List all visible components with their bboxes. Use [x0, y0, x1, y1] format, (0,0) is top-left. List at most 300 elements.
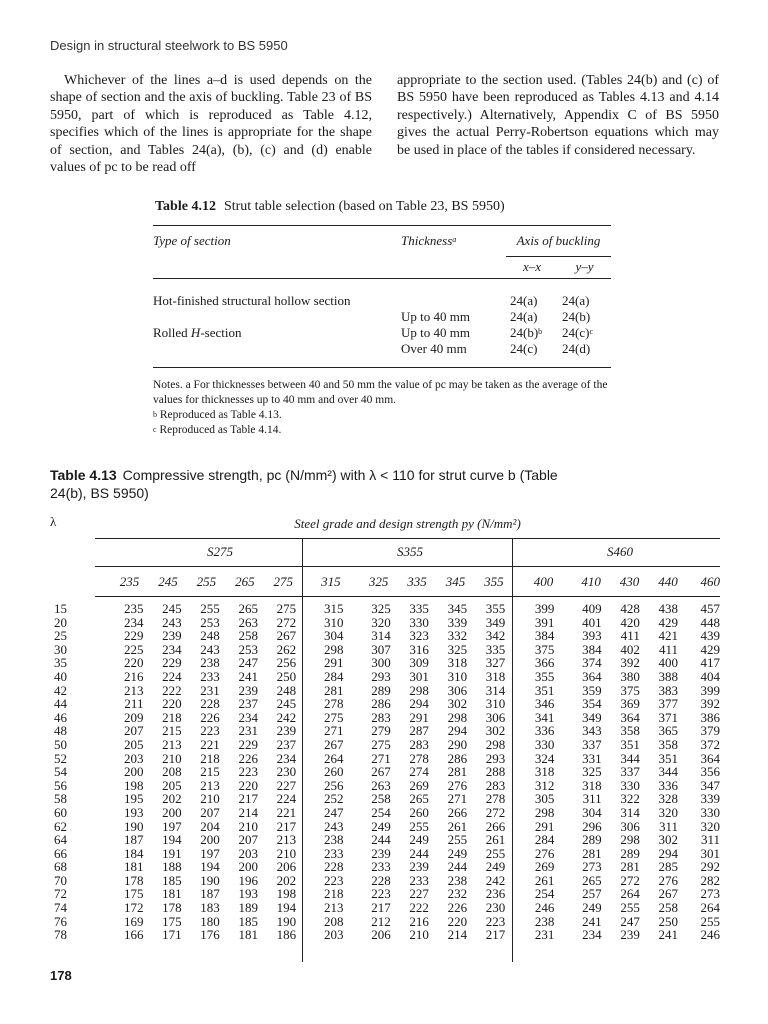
strength-cell: 457 [700, 601, 720, 616]
strength-cell: 264 [323, 750, 344, 766]
strength-cell: 276 [447, 777, 468, 793]
strength-cell: 365 [658, 723, 678, 739]
strength-cell: 359 [582, 682, 602, 698]
strength-cell: 258 [658, 900, 678, 916]
table-4-13-row [50, 656, 720, 670]
strength-cell: 256 [323, 777, 344, 793]
section-type-cell [153, 309, 401, 325]
strength-cell: 355 [485, 601, 506, 616]
strength-cell: 261 [485, 832, 506, 848]
strength-cell: 384 [582, 641, 602, 657]
design-strength-header: 275 [273, 574, 293, 590]
strength-cell: 178 [123, 872, 144, 888]
section-type-cell [153, 341, 401, 357]
table-4-13-grid [50, 602, 720, 942]
strength-cell: 351 [658, 750, 678, 766]
strength-cell: 278 [409, 750, 429, 766]
strength-cell: 239 [371, 845, 391, 861]
strength-cell: 176 [200, 927, 220, 943]
strength-cell: 292 [700, 859, 720, 875]
strength-cell: 336 [658, 777, 678, 793]
strength-cell: 250 [276, 668, 297, 684]
strength-cell: 234 [582, 927, 602, 943]
strength-cell: 239 [276, 723, 297, 739]
strength-cell: 294 [447, 723, 468, 739]
lambda-cell: 78 [54, 927, 67, 943]
running-head: Design in structural steelwork to BS 5950 [50, 38, 288, 53]
strength-cell: 233 [371, 859, 391, 875]
strength-cell: 324 [534, 750, 555, 766]
table-4-13-row [50, 792, 720, 806]
strength-cell: 318 [534, 764, 555, 780]
strength-cell: 288 [485, 764, 506, 780]
strength-cell: 243 [323, 818, 344, 834]
strength-cell: 238 [200, 655, 220, 671]
design-strength-header: 460 [700, 574, 720, 590]
table-4-12-row [153, 341, 611, 357]
strength-cell: 290 [447, 736, 468, 752]
strength-cell: 428 [620, 601, 640, 616]
strength-cell: 260 [323, 764, 344, 780]
strength-cell: 207 [123, 723, 144, 739]
strength-cell: 253 [200, 614, 220, 630]
strength-cell: 283 [485, 777, 506, 793]
table-4-13-title: Compressive strength, pc (N/mm²) with λ < 110 for strut curve b (Table 24(b), BS 5950) [50, 467, 558, 501]
strength-cell: 258 [371, 791, 391, 807]
lambda-cell: 30 [54, 641, 67, 657]
strength-cell: 190 [276, 913, 297, 929]
strength-cell: 335 [485, 641, 506, 657]
strength-cell: 269 [409, 777, 429, 793]
strength-cell: 217 [485, 927, 506, 943]
strength-cell: 411 [658, 641, 678, 657]
strength-cell: 386 [700, 709, 720, 725]
table-4-13-row [50, 724, 720, 738]
strength-cell: 214 [238, 804, 258, 820]
strength-cell: 266 [447, 804, 468, 820]
strength-cell: 200 [162, 804, 182, 820]
strength-cell: 234 [162, 641, 182, 657]
strength-cell: 318 [485, 668, 506, 684]
strength-cell: 351 [620, 736, 640, 752]
table-4-13-row [50, 887, 720, 901]
strength-cell: 217 [238, 791, 258, 807]
table-4-12-row [153, 309, 611, 325]
strength-cell: 318 [582, 777, 602, 793]
strength-cell: 316 [409, 641, 429, 657]
strength-cell: 220 [447, 913, 468, 929]
strength-cell: 216 [123, 668, 144, 684]
strength-cell: 221 [200, 736, 220, 752]
lambda-cell: 44 [54, 696, 67, 712]
strength-cell: 185 [162, 872, 182, 888]
lambda-cell: 66 [54, 845, 67, 861]
axis-xx-cell: 24(c) [510, 340, 538, 356]
table-4-13-row [50, 915, 720, 929]
note-c: $^c$ Reproduced as Table 4.14. [153, 423, 282, 436]
strength-cell: 171 [162, 927, 182, 943]
design-strength-header: 335 [407, 574, 427, 590]
strength-cell: 220 [238, 777, 258, 793]
strength-cell: 358 [658, 736, 678, 752]
strength-cell: 322 [620, 791, 640, 807]
strength-rule [95, 596, 720, 597]
strength-cell: 235 [123, 601, 144, 616]
strength-cell: 364 [582, 668, 602, 684]
strength-cell: 278 [323, 696, 344, 712]
strength-cell: 380 [620, 668, 640, 684]
lambda-cell: 62 [54, 818, 67, 834]
strength-cell: 218 [323, 886, 344, 902]
strength-cell: 255 [620, 900, 640, 916]
strength-cell: 291 [409, 709, 429, 725]
strength-cell: 286 [447, 750, 468, 766]
strength-cell: 265 [409, 791, 429, 807]
lambda-cell: 68 [54, 859, 67, 875]
strength-cell: 267 [276, 628, 297, 644]
strength-cell: 190 [200, 872, 220, 888]
strength-cell: 215 [200, 764, 220, 780]
design-strength-header: 245 [158, 574, 178, 590]
thickness-cell: Up to 40 mm [401, 308, 470, 324]
strength-cell: 276 [658, 872, 678, 888]
strength-cell: 255 [700, 913, 720, 929]
strength-cell: 223 [485, 913, 506, 929]
strength-cell: 218 [162, 709, 182, 725]
strength-cell: 347 [700, 777, 720, 793]
strength-cell: 244 [447, 859, 468, 875]
strength-cell: 186 [276, 927, 297, 943]
strength-cell: 238 [323, 832, 344, 848]
body-paragraph-left: Whichever of the lines a–d is used depends on the shape of section and the axis of buckling. Table 23 of BS 5950, part of which is reproduced as Table 4.12, specifies which of the lines is appropriate for the shape of section, and Tables 24(a), (b), (c) and (d) enable values of pc to be read off [50, 73, 372, 176]
table-4-13-label: Table 4.13 [50, 467, 117, 483]
strength-cell: 263 [238, 614, 258, 630]
strength-cell: 190 [123, 818, 144, 834]
strength-cell: 289 [582, 832, 602, 848]
strength-cell: 309 [409, 655, 429, 671]
table-4-13-row [50, 684, 720, 698]
strength-cell: 204 [200, 818, 220, 834]
table-4-13-row [50, 928, 720, 942]
strength-cell: 239 [162, 628, 182, 644]
strength-cell: 233 [200, 668, 220, 684]
table-4-13-row [50, 833, 720, 847]
strength-cell: 203 [123, 750, 144, 766]
strength-cell: 377 [658, 696, 678, 712]
table-4-13-row [50, 602, 720, 616]
strength-cell: 271 [323, 723, 344, 739]
strength-cell: 208 [323, 913, 344, 929]
strength-cell: 262 [276, 641, 297, 657]
strength-cell: 217 [371, 900, 391, 916]
strength-cell: 246 [534, 900, 555, 916]
strength-cell: 294 [658, 845, 678, 861]
strength-cell: 198 [123, 777, 144, 793]
design-strength-header: 325 [368, 574, 389, 590]
design-strength-header: 430 [619, 574, 640, 590]
axis-yy-cell: 24(a) [562, 292, 590, 308]
strength-cell: 283 [371, 709, 391, 725]
strength-cell: 330 [409, 614, 429, 630]
strength-cell: 238 [534, 913, 555, 929]
strength-cell: 228 [200, 696, 220, 712]
axis-yy-cell: 24(d) [562, 340, 591, 356]
strength-cell: 178 [162, 900, 182, 916]
strength-cell: 234 [123, 614, 144, 630]
strength-cell: 263 [371, 777, 391, 793]
strength-cell: 314 [371, 628, 391, 644]
lambda-cell: 64 [54, 832, 67, 848]
strength-cell: 247 [238, 655, 258, 671]
table-4-13-caption [50, 466, 570, 502]
grade-s275: S275 [207, 544, 233, 559]
section-type-cell: Hot-finished structural hollow section [153, 292, 351, 308]
lambda-cell: 15 [54, 601, 67, 616]
strength-cell: 364 [700, 750, 720, 766]
table-4-12-title: Strut table selection (based on Table 23, BS 5950) [223, 199, 505, 214]
strength-cell: 203 [238, 845, 258, 861]
strength-cell: 315 [323, 601, 344, 616]
strength-cell: 264 [700, 900, 720, 916]
strength-cell: 311 [582, 791, 602, 807]
strength-cell: 320 [700, 818, 720, 834]
strength-cell: 388 [658, 668, 678, 684]
strength-cell: 330 [700, 804, 720, 820]
strength-cell: 175 [123, 886, 144, 902]
table-4-13-row [50, 806, 720, 820]
strength-cell: 220 [162, 696, 182, 712]
strength-cell: 325 [447, 641, 468, 657]
strength-cell: 337 [620, 764, 640, 780]
strength-cell: 311 [658, 818, 678, 834]
strength-cell: 191 [162, 845, 182, 861]
lambda-cell: 35 [54, 655, 67, 671]
strength-cell: 181 [238, 927, 258, 943]
strength-cell: 375 [534, 641, 555, 657]
strength-cell: 257 [582, 886, 602, 902]
strength-cell: 344 [658, 764, 678, 780]
strength-cell: 255 [447, 832, 468, 848]
thickness-cell: Over 40 mm [401, 340, 467, 356]
strength-cell: 346 [534, 696, 555, 712]
strength-cell: 207 [200, 804, 220, 820]
strength-cell: 278 [485, 791, 506, 807]
lambda-cell: 25 [54, 628, 67, 644]
table-4-13-strengths [50, 572, 720, 592]
note-a: Notes. a For thicknesses between 40 and 50 mm the value of pc may be taken as the average of the values for thicknesses up to 40 mm and over 40 mm. [153, 378, 608, 406]
strength-cell: 213 [276, 832, 297, 848]
table-4-13-row [50, 738, 720, 752]
strength-cell: 349 [485, 614, 506, 630]
strength-cell: 318 [447, 655, 468, 671]
strength-cell: 249 [371, 818, 391, 834]
table-4-13-row [50, 847, 720, 861]
strength-cell: 293 [371, 668, 391, 684]
strength-cell: 172 [123, 900, 144, 916]
lambda-cell: 50 [54, 736, 67, 752]
strength-cell: 291 [534, 818, 555, 834]
strength-cell: 213 [323, 900, 344, 916]
strength-cell: 429 [700, 641, 720, 657]
strength-cell: 203 [323, 927, 344, 943]
strength-cell: 272 [485, 804, 506, 820]
strength-cell: 237 [276, 736, 297, 752]
strength-cell: 194 [200, 859, 220, 875]
lambda-cell: 56 [54, 777, 67, 793]
lambda-cell: 20 [54, 614, 67, 630]
strength-cell: 239 [409, 859, 429, 875]
strength-cell: 214 [447, 927, 468, 943]
strength-cell: 210 [238, 818, 258, 834]
col-header-thickness: Thickness$^a$ [401, 233, 457, 248]
axis-xx-cell: 24(a) [510, 292, 538, 308]
strength-cell: 339 [700, 791, 720, 807]
lambda-cell: 46 [54, 709, 67, 725]
table-4-12-label: Table 4.12 [155, 199, 216, 214]
strength-cell: 206 [276, 859, 297, 875]
strength-cell: 232 [447, 886, 468, 902]
strength-cell: 234 [238, 709, 258, 725]
table-4-13-row [50, 752, 720, 766]
strength-cell: 236 [485, 886, 506, 902]
strength-cell: 202 [162, 791, 182, 807]
lambda-cell: 48 [54, 723, 67, 739]
strength-cell: 197 [162, 818, 182, 834]
strength-cell: 345 [447, 601, 468, 616]
strength-cell: 185 [238, 913, 258, 929]
strength-cell: 231 [200, 682, 220, 698]
table-4-12-grid [153, 226, 611, 368]
strength-cell: 392 [700, 696, 720, 712]
strength-cell: 285 [658, 859, 678, 875]
col-header-axis: Axis of buckling [516, 232, 601, 248]
strength-cell: 265 [582, 872, 602, 888]
strength-cell: 239 [620, 927, 640, 943]
strength-cell: 375 [620, 682, 640, 698]
lambda-column-header: λ [50, 514, 57, 529]
steel-grade-header: Steel grade and design strength py (N/mm²) [294, 516, 521, 531]
strength-cell: 229 [238, 736, 258, 752]
strength-cell: 320 [658, 804, 678, 820]
strength-cell: 275 [276, 601, 297, 616]
strength-cell: 296 [582, 818, 602, 834]
strength-cell: 220 [123, 655, 144, 671]
strength-cell: 249 [447, 845, 468, 861]
strength-cell: 223 [200, 723, 220, 739]
strength-cell: 227 [276, 777, 297, 793]
lambda-cell: 58 [54, 791, 67, 807]
strength-cell: 237 [238, 696, 258, 712]
table-4-12-row [153, 325, 611, 341]
strength-cell: 169 [123, 913, 144, 929]
strength-cell: 223 [238, 764, 258, 780]
strength-cell: 249 [485, 859, 506, 875]
strength-cell: 325 [371, 601, 391, 616]
strength-cell: 409 [582, 601, 602, 616]
thickness-cell [401, 293, 506, 309]
strength-cell: 193 [123, 804, 144, 820]
strength-cell: 213 [123, 682, 144, 698]
strength-cell: 306 [447, 682, 468, 698]
strength-cell: 281 [447, 764, 468, 780]
lambda-cell: 74 [54, 900, 67, 916]
strength-cell: 221 [276, 804, 297, 820]
strength-cell: 188 [162, 859, 182, 875]
strength-cell: 267 [323, 736, 344, 752]
lambda-cell: 42 [54, 682, 67, 698]
strength-cell: 399 [534, 601, 555, 616]
strength-cell: 332 [447, 628, 468, 644]
strength-cell: 224 [162, 668, 182, 684]
strength-cell: 250 [658, 913, 678, 929]
strength-cell: 247 [323, 804, 344, 820]
strength-cell: 222 [409, 900, 429, 916]
col-header-yy: y–y [558, 256, 611, 278]
strength-cell: 335 [409, 601, 429, 616]
table-4-13-row [50, 901, 720, 915]
design-strength-header: 315 [321, 574, 341, 590]
strength-cell: 248 [200, 628, 220, 644]
strength-cell: 325 [582, 764, 602, 780]
strength-cell: 231 [534, 927, 555, 943]
strength-cell: 248 [276, 682, 297, 698]
col-header-xx: x–x [506, 256, 558, 278]
strength-cell: 320 [371, 614, 391, 630]
steel-header-rule [95, 538, 720, 539]
strength-cell: 314 [485, 682, 506, 698]
strength-cell: 342 [485, 628, 506, 644]
strength-cell: 331 [582, 750, 602, 766]
strength-cell: 281 [620, 859, 640, 875]
strength-cell: 194 [276, 900, 297, 916]
strength-cell: 276 [534, 845, 555, 861]
table-4-13-row [50, 697, 720, 711]
strength-cell: 298 [447, 709, 468, 725]
strength-cell: 228 [323, 859, 344, 875]
design-strength-header: 235 [119, 574, 140, 590]
strength-cell: 256 [276, 655, 297, 671]
strength-cell: 272 [620, 872, 640, 888]
strength-cell: 356 [700, 764, 720, 780]
strength-cell: 224 [276, 791, 297, 807]
col-header-type: Type of section [153, 233, 231, 248]
strength-cell: 374 [582, 655, 602, 671]
design-strength-header: 400 [533, 574, 554, 590]
strength-cell: 291 [323, 655, 344, 671]
strength-cell: 302 [447, 696, 468, 712]
strength-cell: 275 [323, 709, 344, 725]
strength-cell: 258 [238, 628, 258, 644]
strength-cell: 267 [658, 886, 678, 902]
strength-cell: 298 [409, 682, 429, 698]
strength-cell: 210 [409, 927, 429, 943]
strength-cell: 274 [409, 764, 429, 780]
strength-cell: 210 [162, 750, 182, 766]
table-4-13-row [50, 643, 720, 657]
strength-cell: 284 [534, 832, 555, 848]
strength-cell: 205 [162, 777, 182, 793]
strength-cell: 226 [200, 709, 220, 725]
design-strength-header: 440 [658, 574, 678, 590]
strength-cell: 239 [238, 682, 258, 698]
design-strength-header: 355 [484, 574, 504, 590]
strength-cell: 305 [534, 791, 555, 807]
axis-xx-cell: $24(b)^b$ [510, 324, 543, 340]
strength-cell: 233 [323, 845, 344, 861]
strength-cell: 287 [409, 723, 429, 739]
strength-cell: 255 [409, 818, 429, 834]
strength-cell: 243 [162, 614, 182, 630]
